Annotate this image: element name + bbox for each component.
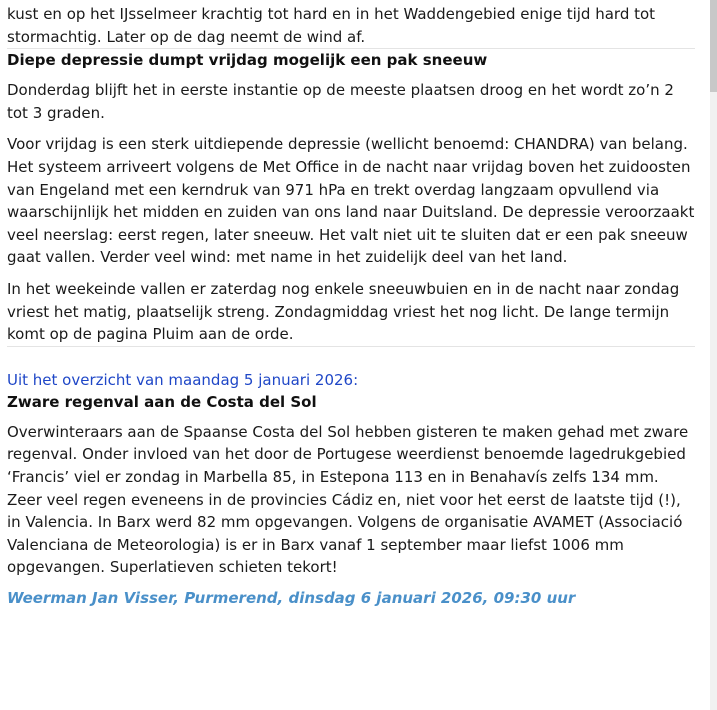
section-paragraph: Overwinteraars aan de Spaanse Costa del Sol hebben gisteren te maken gehad met zware regenval. Onder invloed van het door de Portugese weerdienst benoemde lagedrukgebied ‘Francis’ viel er zondag in Marbella 85, in Estepona 113 en in Benahavís zelfs 134 mm. Zeer veel regen eveneens in de provincies Cádiz en, niet voor het eerst de laatste tijd (!), in Valencia. In Barx werd 82 mm opgevangen. Volgens de organisatie AVAMET (Associació Valenciana de Meteorologia) is er in Barx vanaf 1 september maar liefst 1006 mm opgevangen. Superlatieven schieten tekort! [7,422,689,577]
section-heading-snow: Diepe depressie dumpt vrijdag mogelijk een pak sneeuw [7,51,488,70]
section-paragraph: Donderdag blijft het in eerste instantie op de meeste plaatsen droog en het wordt zo’n 2 tot 3 graden. [7,81,674,122]
intro-paragraph-tail: kust en op het IJsselmeer krachtig tot hard en in het Waddengebied enige tijd hard tot stormachtig. Later op de dag neemt de wind af. [7,5,656,46]
article-content [7,0,695,609]
author-signature: Weerman Jan Visser, Purmerend, dinsdag 6 januari 2026, 09:30 uur [7,588,576,607]
section-divider [7,346,695,347]
section-paragraph: Voor vrijdag is een sterk uitdiepende depressie (wellicht benoemd: CHANDRA) van belang. Het systeem arriveert volgens de Met Office in de nacht naar vrijdag boven het zuidoosten van Engeland met een kerndruk van 971 hPa en trekt overdag langzaam opvullend via waarschijnlijk het midden en zuiden van ons land naar Duitsland. De depressie veroorzaakt veel neerslag: eerst regen, later sneeuw. Het valt niet uit te sluiten dat er een pak sneeuw gaat vallen. Verder veel wind: met name in het zuidelijk deel van het land. [7,135,695,267]
overview-link[interactable]: Uit het overzicht van maandag 5 januari 2026: [7,370,359,389]
scrollbar-thumb[interactable] [710,0,717,92]
section-heading-rain: Zware regenval aan de Costa del Sol [7,392,317,411]
vertical-scrollbar[interactable] [710,0,717,710]
section-paragraph: In het weekeinde vallen er zaterdag nog enkele sneeuwbuien en in de nacht naar zondag vriest het matig, plaatselijk streng. Zondagmiddag vriest het nog licht. De lange termijn komt op de pagina Pluim aan de orde. [7,279,680,344]
